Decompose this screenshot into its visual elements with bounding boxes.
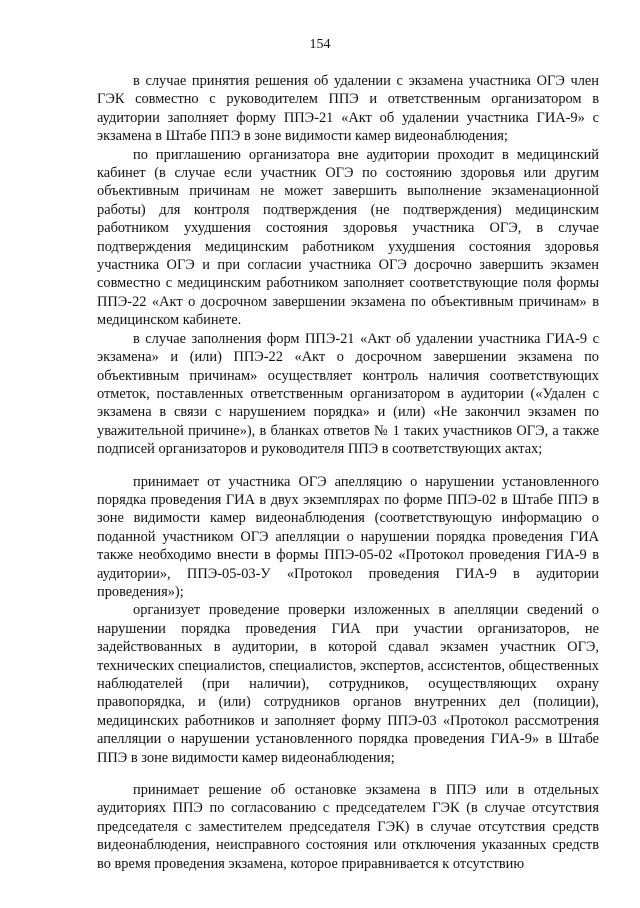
paragraph-forms-control: в случае заполнения форм ППЭ-21 «Акт об удалении участника ГИА-9 с экзамена» и (или) ППЭ-22 «Акт о досрочном завершении экзамена по объективным причинам» осуществляет контроль наличия соответствующих отметок, поставленных ответственным организатором в аудитории («Удален с экзамена в связи с нарушением порядка» и (или) «Не закончил экзамен по уважительной причине»), в бланках ответов № 1 таких участников ОГЭ, а также подписей организаторов и руководителя ППЭ в соответствующих актах;	[97, 330, 599, 458]
paragraph-removal-act: в случае принятия решения об удалении с экзамена участника ОГЭ член ГЭК совместно с руководителем ППЭ и ответственным организатором в аудитории заполняет форму ППЭ-21 «Акт об удалении участника ГИА-9» с экзамена в Штабе ППЭ в зоне видимости камер видеонаблюдения;	[97, 73, 599, 145]
paragraph-appeal-acceptance: принимает от участника ОГЭ апелляцию о нарушении установленного порядка проведения ГИА в двух экземплярах по форме ППЭ-02 в Штабе ППЭ в зоне видимости камер видеонаблюдения (соответствующую информацию о поданной участником ОГЭ апелляции о нарушении порядка проведения ГИА также необходимо внести в формы ППЭ-05-02 «Протокол проведения ГИА-9 в аудитории», ППЭ-05-03-У «Протокол проведения ГИА-9 в аудитории проведения»);	[97, 473, 599, 600]
paragraph-appeal-check: организует проведение проверки изложенных в апелляции сведений о нарушении порядка проведения ГИА при участии организаторов, не задействованных в аудитории, в которой сдавал экзамен участник ОГЭ, технических специалистов, специалистов, экспертов, ассистентов, общественных наблюдателей (при наличии), сотрудников, осуществляющих охрану правопорядка, и (или) сотрудников органов внутренних дел (полиции), медицинских работников и заполняет форму ППЭ-03 «Протокол рассмотрения апелляции о нарушении установленного порядка проведения ГИА-9» в Штабе ППЭ в зоне видимости камер видеонаблюдения;	[97, 602, 599, 766]
paragraph-medical-cabinet: по приглашению организатора вне аудитории проходит в медицинский кабинет (в случае если участник ОГЭ по состоянию здоровья или другим объективным причинам не может завершить выполнение экзаменационной работы) для контроля подтверждения (не подтверждения) медицинским работником ухудшения состояния здоровья участника ОГЭ, в случае подтверждения медицинским работником ухудшения состояния здоровья участника ОГЭ и при согласии участника ОГЭ досрочно завершить экзамен совместно с медицинским работником заполняет соответствующие поля формы ППЭ-22 «Акт о досрочном завершении экзамена по объективным причинам» в медицинском кабинете.	[97, 146, 599, 329]
paragraph-exam-stop: принимает решение об остановке экзамена в ППЭ или в отдельных аудиториях ППЭ по согласованию с председателем ГЭК (в случае отсутствия председателя с заместителем председателя ГЭК) в случае отсутствия средств видеонаблюдения, неисправного состояния или отключения указанных средств во время проведения экзамена, которое приравнивается к отсутствию	[97, 782, 599, 872]
page-number: 154	[309, 37, 331, 52]
document-body	[97, 72, 599, 873]
